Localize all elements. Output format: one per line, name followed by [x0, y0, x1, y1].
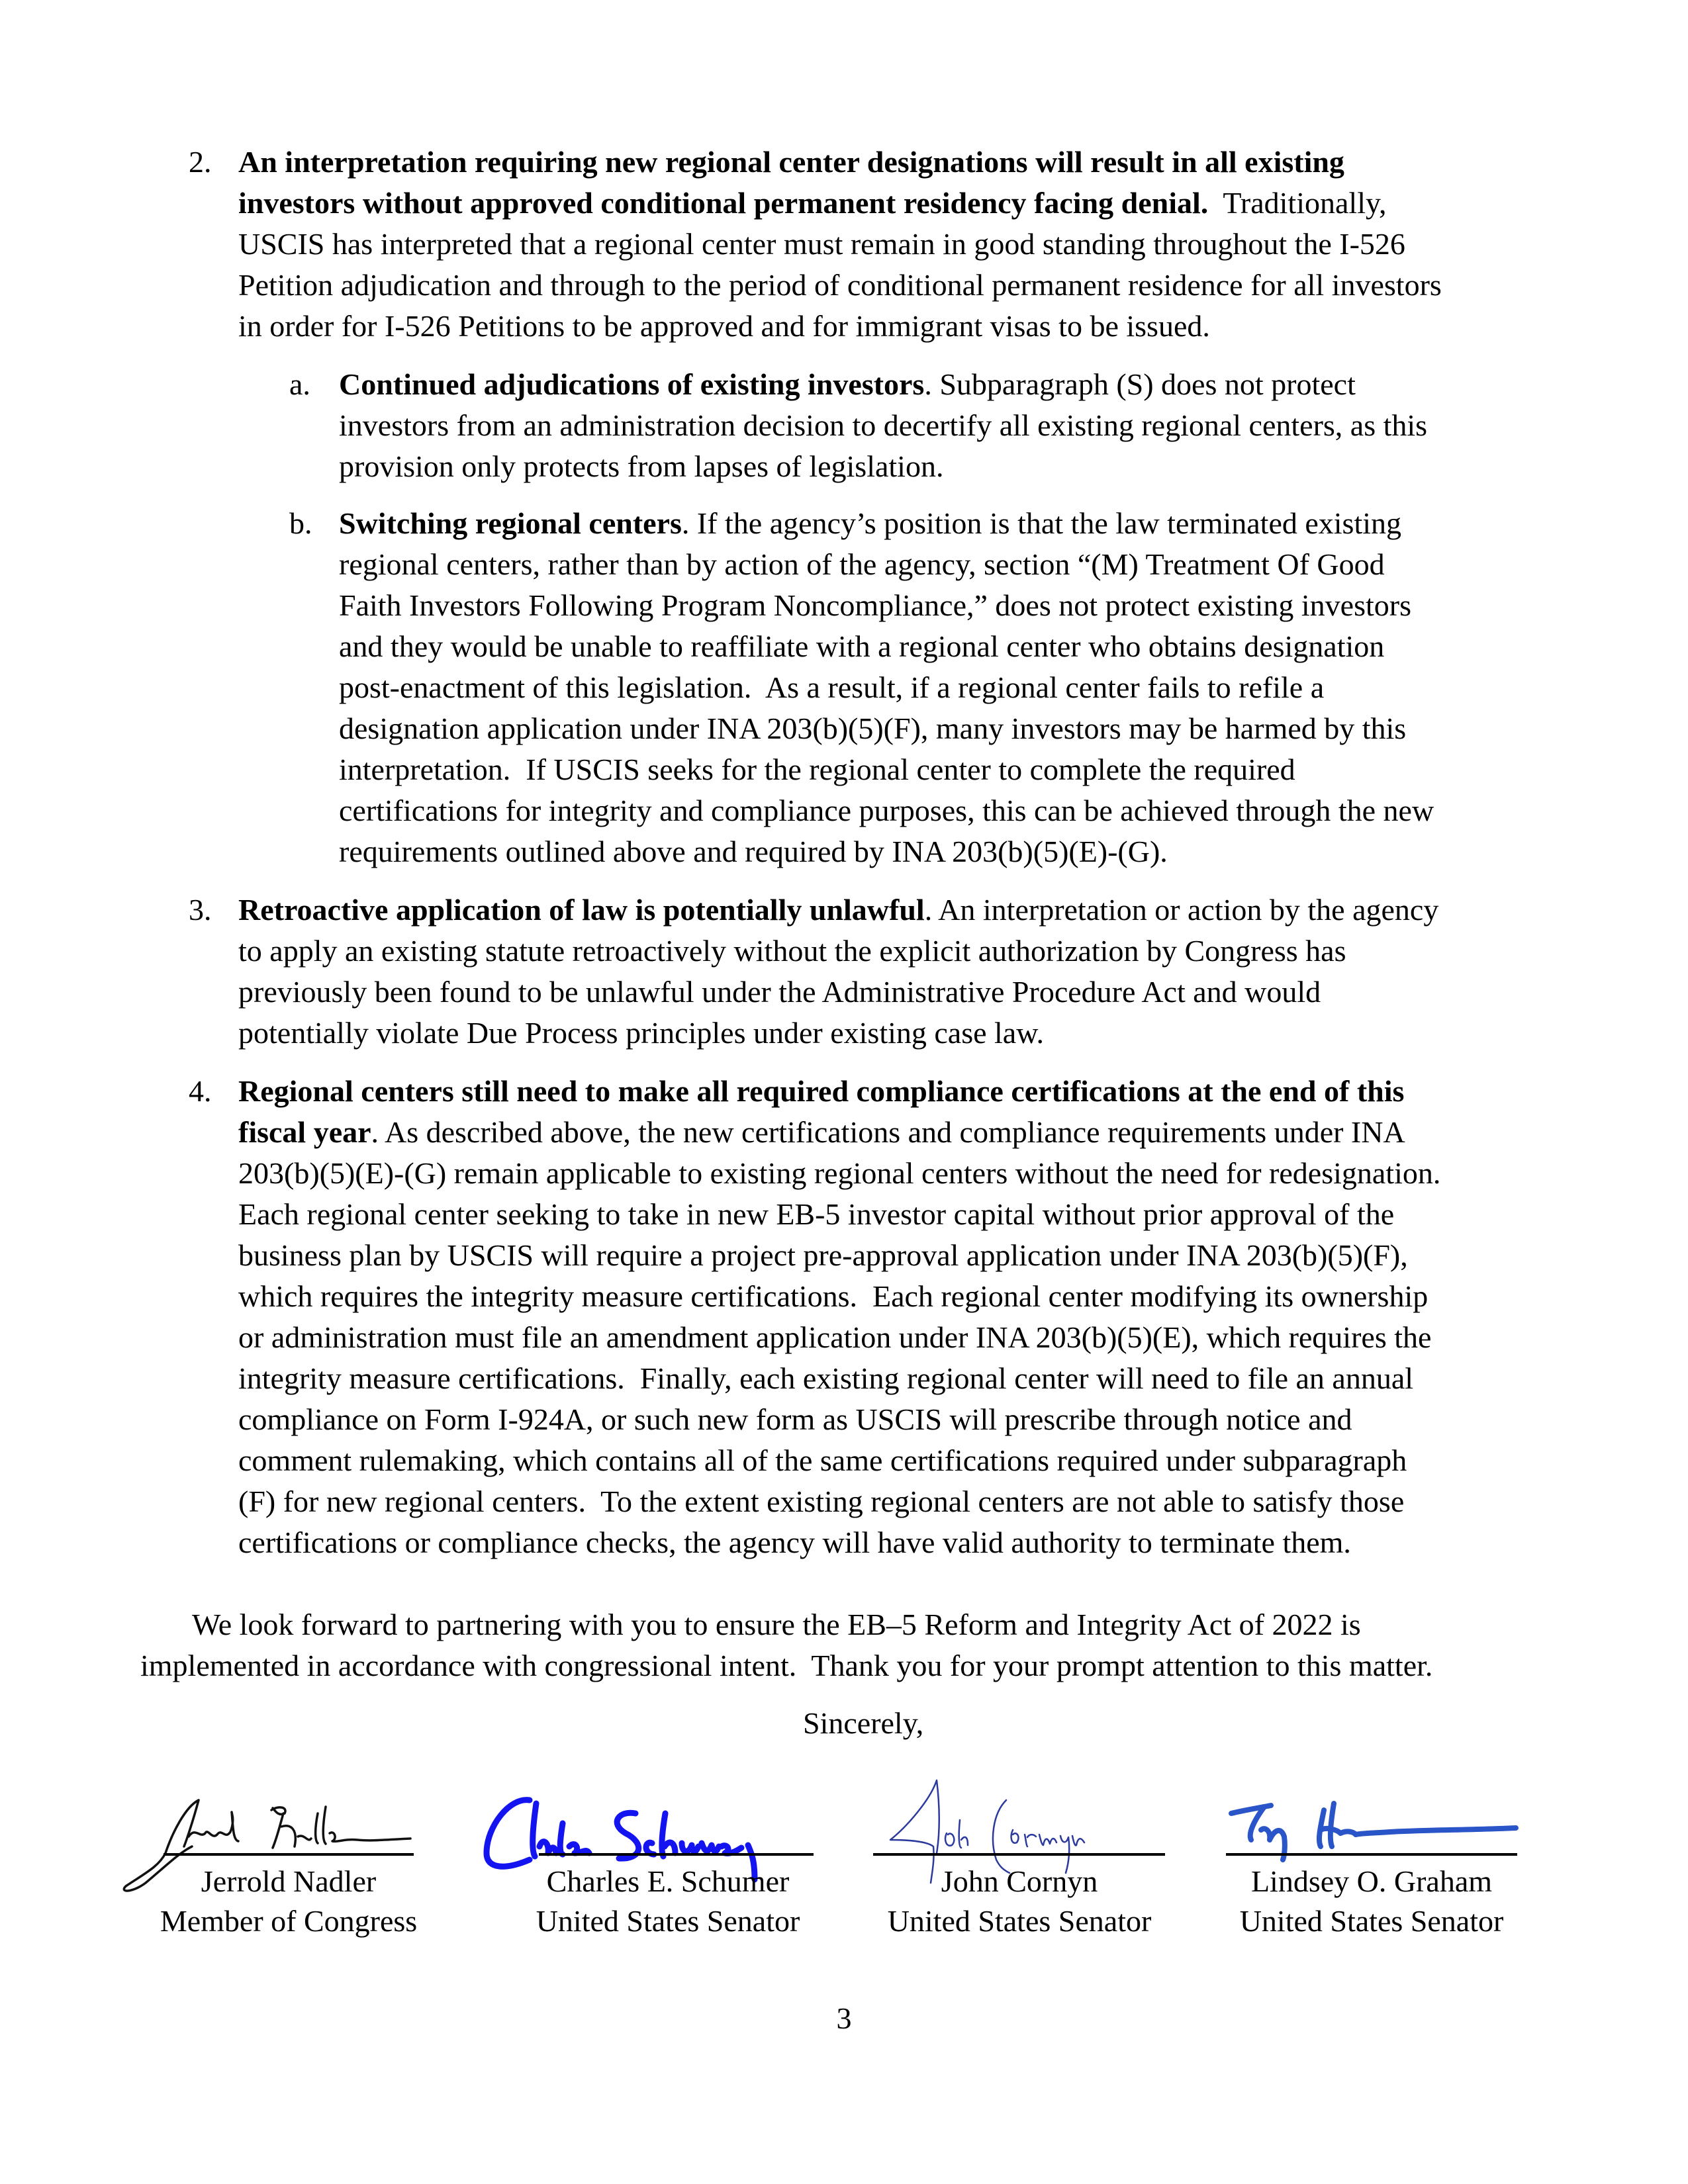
text-line: Each regional center seeking to take in new EB-5 investor capital without prior approval of the — [238, 1197, 1395, 1231]
line-text: . As described above, the new certifications and compliance requirements under INA — [371, 1115, 1405, 1149]
text-line: or administration must file an amendment application under INA 203(b)(5)(E), which requires the — [238, 1320, 1432, 1354]
text-line: designation application under INA 203(b)(5)(F), many investors may be harmed by this — [339, 711, 1407, 745]
bold-heading: Retroactive application of law is potentially unlawful — [238, 893, 925, 927]
text-line: and they would be unable to reaffiliate with a regional center who obtains designation — [339, 629, 1385, 663]
list-marker: 4. — [189, 1074, 212, 1108]
bold-heading: fiscal year — [238, 1115, 371, 1149]
text-line: investors from an administration decision to decertify all existing regional centers, as this — [339, 408, 1428, 442]
text-line: potentially violate Due Process principles under existing case law. — [238, 1016, 1044, 1050]
text-line: Faith Investors Following Program Noncompliance,” does not protect existing investors — [339, 588, 1411, 622]
bold-heading: investors without approved conditional permanent residency facing denial. — [238, 186, 1209, 220]
signature-graham-icon — [1225, 1794, 1542, 1873]
signatory-title: United States Senator — [887, 1904, 1152, 1938]
valediction: Sincerely, — [803, 1706, 924, 1740]
text-line — [238, 1076, 1404, 1107]
text-line — [238, 188, 1386, 218]
text-line: interpretation. If USCIS seeks for the regional center to complete the required — [339, 752, 1295, 786]
signatory-name: Charles E. Schumer — [546, 1864, 790, 1898]
text-line — [238, 147, 1344, 177]
bold-heading: An interpretation requiring new regional center designations will result in all existing — [238, 145, 1344, 179]
text-line: business plan by USCIS will require a project pre-approval application under INA 203(b)(5)(F), — [238, 1238, 1408, 1272]
text-line: integrity measure certifications. Finally, each existing regional center will need to file an annual — [238, 1361, 1414, 1395]
bold-heading: Continued adjudications of existing investors — [339, 367, 925, 401]
signature-line — [873, 1853, 1165, 1856]
list-marker: 3. — [189, 893, 212, 927]
text-line — [339, 369, 1356, 400]
signatory-name: John Cornyn — [941, 1864, 1098, 1898]
line-text: . An interpretation or action by the agency — [924, 893, 1439, 927]
text-line: 203(b)(5)(E)-(G) remain applicable to existing regional centers without the need for redesignation. — [238, 1156, 1441, 1190]
text-line: (F) for new regional centers. To the extent existing regional centers are not able to satisfy those — [238, 1484, 1405, 1518]
text-line: which requires the integrity measure certifications. Each regional center modifying its ownership — [238, 1279, 1429, 1313]
list-marker: 2. — [189, 145, 212, 179]
text-line: implemented in accordance with congressional intent. Thank you for your prompt attention to this matter. — [140, 1649, 1433, 1682]
text-line: in order for I-526 Petitions to be approved and for immigrant visas to be issued. — [238, 309, 1210, 343]
signatory-title: United States Senator — [1239, 1904, 1504, 1938]
text-line — [238, 1117, 1405, 1148]
text-line: previously been found to be unlawful under the Administrative Procedure Act and would — [238, 975, 1321, 1009]
line-text: . If the agency’s position is that the law terminated existing — [681, 506, 1402, 540]
text-line: provision only protects from lapses of legislation. — [339, 449, 944, 483]
bold-heading: Regional centers still need to make all required compliance certifications at the end of this — [238, 1074, 1405, 1108]
signatory-title: Member of Congress — [160, 1904, 418, 1938]
signature-line — [164, 1853, 414, 1856]
signature-line — [1226, 1853, 1517, 1856]
sub-list-marker: b. — [289, 506, 312, 540]
line-text: . Subparagraph (S) does not protect — [924, 367, 1356, 401]
text-line: We look forward to partnering with you to ensure the EB–5 Reform and Integrity Act of 2022 is — [192, 1608, 1361, 1641]
text-line: post-enactment of this legislation. As a result, if a regional center fails to refile a — [339, 670, 1325, 704]
text-line: regional centers, rather than by action of the agency, section “(M) Treatment Of Good — [339, 547, 1385, 581]
bold-heading: Switching regional centers — [339, 506, 682, 540]
text-line — [238, 895, 1438, 925]
signatory-title: United States Senator — [536, 1904, 800, 1938]
text-line: Petition adjudication and through to the period of conditional permanent residence for all investors — [238, 268, 1442, 302]
text-line: certifications for integrity and compliance purposes, this can be achieved through the new — [339, 794, 1434, 827]
signature-line — [539, 1853, 814, 1856]
page-number: 3 — [836, 2001, 852, 2035]
text-line: USCIS has interpreted that a regional center must remain in good standing throughout the I-526 — [238, 227, 1405, 261]
text-line: to apply an existing statute retroactively without the explicit authorization by Congress has — [238, 934, 1346, 968]
sub-list-marker: a. — [289, 367, 310, 401]
text-line: compliance on Form I-924A, or such new form as USCIS will prescribe through notice and — [238, 1402, 1352, 1436]
text-line: comment rulemaking, which contains all of the same certifications required under subparagraph — [238, 1443, 1407, 1477]
text-line — [339, 508, 1401, 539]
line-text: Traditionally, — [1208, 186, 1387, 220]
signatory-name: Lindsey O. Graham — [1250, 1864, 1493, 1898]
text-line: requirements outlined above and required by INA 203(b)(5)(E)-(G). — [339, 835, 1168, 868]
text-line: certifications or compliance checks, the agency will have valid authority to terminate them. — [238, 1525, 1351, 1559]
signatory-name: Jerrold Nadler — [201, 1864, 377, 1898]
